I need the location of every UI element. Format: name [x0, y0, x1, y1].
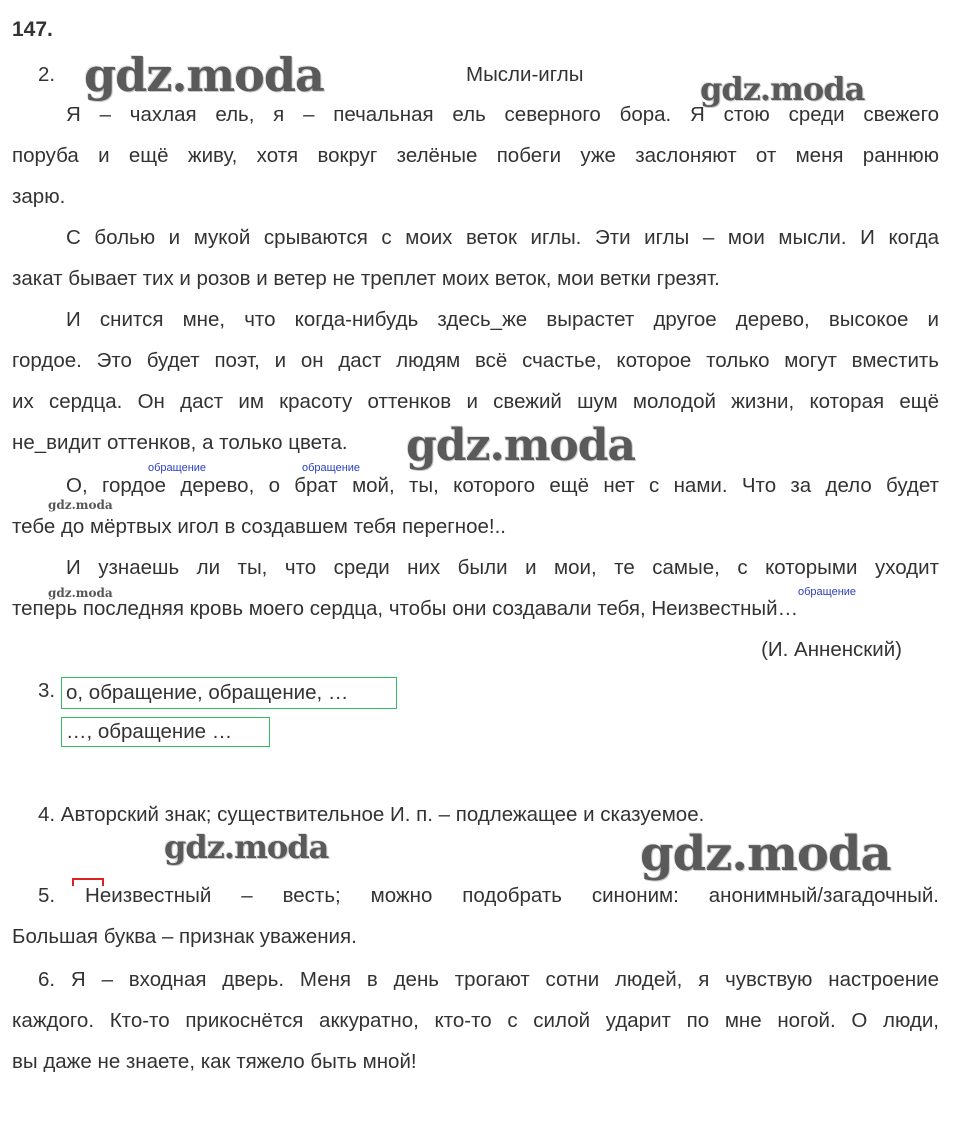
item-6-text: 6. Я – входная дверь. Меня в день трогают сотни людей, я чувствую настроение [38, 968, 939, 991]
annotation-label: обращение [148, 462, 207, 474]
scheme-box [61, 677, 397, 709]
text-line: закат бывает тих и розов и ветер не треплет моих веток, мои ветки грезят. [12, 267, 720, 290]
annotation-label: обращение [302, 462, 361, 474]
watermark-logo: gdz.moda [640, 826, 891, 882]
item-5-text: Большая буква – признак уважения. [12, 925, 357, 948]
text-line: тебе до мёртвых игол в создавшем тебя перегное!.. [12, 515, 506, 538]
text-line: И снится мне, что когда-нибудь здесь_же вырастет другое дерево, высокое и [66, 308, 939, 331]
watermark-logo: gdz.moda [48, 586, 113, 600]
watermark-logo: gdz.moda [84, 48, 324, 102]
text-line: О, гордое дерево, о брат мой, ты, которого ещё нет с нами. Что за дело будет [66, 474, 939, 497]
item-3-number: 3. [38, 679, 56, 702]
text-line: зарю. [12, 185, 66, 208]
watermark-logo: gdz.moda [700, 70, 865, 108]
text-line: их сердца. Он даст им красоту оттенков и свежий шум молодой жизни, которая ещё [12, 390, 939, 413]
item-4-text: 4. Авторский знак; существительное И. п. – подлежащее и сказуемое. [38, 803, 705, 826]
scheme-box [61, 717, 270, 747]
text-line: поруба и ещё живу, хотя вокруг зелёные побеги уже заслоняют от меня раннюю [12, 144, 939, 167]
watermark-logo: gdz.moda [48, 498, 113, 512]
text-line: Я – чахлая ель, я – печальная ель северного бора. Я стою среди свежего [66, 103, 939, 126]
watermark-logo: gdz.moda [164, 828, 329, 866]
item-2-number: 2. [38, 63, 56, 86]
text-line: теперь последняя кровь моего сердца, чтобы они создавали тебя, Неизвестный… [12, 597, 799, 620]
scheme-text: …, обращение … [66, 720, 233, 743]
item-6-text: вы даже не знаете, как тяжело быть мной! [12, 1050, 417, 1073]
annotation-label: обращение [798, 586, 857, 598]
text-title: Мысли-иглы [466, 63, 584, 86]
item-5-text: 5. Неизвестный – весть; можно подобрать синоним: анонимный/загадочный. [38, 884, 939, 907]
scheme-text: о, обращение, обращение, … [66, 681, 349, 704]
text-line: И узнаешь ли ты, что среди них были и мои, те самые, с которыми уходит [66, 556, 939, 579]
exercise-number: 147. [12, 18, 53, 41]
watermark-logo: gdz.moda [406, 420, 636, 471]
item-6-text: каждого. Кто-то прикоснётся аккуратно, кто-то с силой ударит по мне ногой. О люди, [12, 1009, 939, 1032]
text-line: С болью и мукой срываются с моих веток иглы. Эти иглы – мои мысли. И когда [66, 226, 939, 249]
text-line: не_видит оттенков, а только цвета. [12, 431, 348, 454]
author-credit: (И. Анненский) [761, 638, 902, 661]
text-line: гордое. Это будет поэт, и он даст людям всё счастье, которое только могут вместить [12, 349, 939, 372]
